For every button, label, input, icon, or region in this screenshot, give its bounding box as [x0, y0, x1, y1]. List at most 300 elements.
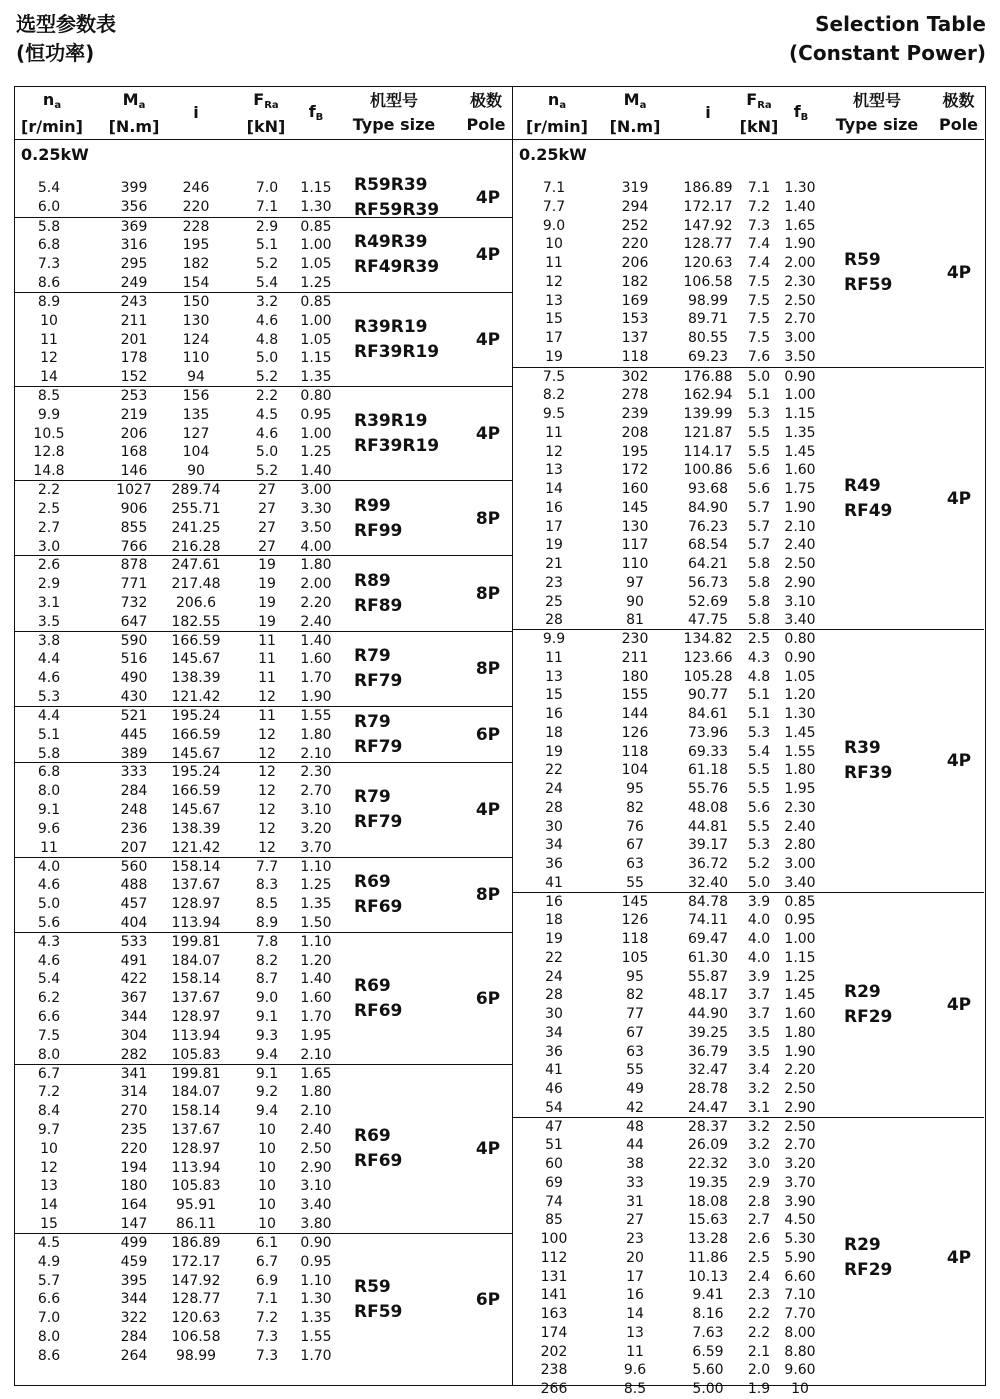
table-row: [513, 1043, 984, 1062]
type-size-line: RF89: [354, 596, 403, 617]
cell-fra: 7.3: [747, 217, 771, 234]
cell-ma: 295: [120, 256, 148, 273]
cell-i: 138.39: [171, 820, 221, 837]
type-size-line: R49: [844, 475, 881, 496]
cell-ma: 249: [120, 275, 148, 292]
cell-i: 137.67: [171, 877, 221, 894]
cell-na: 19: [545, 743, 563, 760]
cell-fb: 7.70: [784, 1306, 816, 1322]
cell-fb: 1.00: [300, 237, 332, 254]
type-size-line: R59R39: [354, 174, 428, 195]
cell-i: 128.77: [683, 236, 733, 253]
table-group: [15, 762, 512, 857]
cell-fra: 7.5: [747, 330, 771, 346]
cell-fb: 10: [791, 1381, 809, 1397]
table-row: [15, 1121, 512, 1140]
table-row: [513, 292, 984, 311]
table-group: [513, 179, 984, 367]
cell-fb: 1.05: [300, 256, 332, 273]
cell-ma: 13: [626, 1324, 644, 1341]
cell-ma: 76: [626, 818, 644, 835]
cell-i: 80.55: [687, 330, 729, 346]
cell-fb: 1.30: [784, 180, 816, 196]
cell-i: 55.76: [687, 781, 729, 797]
cell-na: 9.1: [37, 802, 61, 819]
cell-fra: 8.2: [255, 952, 279, 969]
cell-na: 7.0: [37, 1310, 61, 1327]
en-subtitle: (Constant Power): [789, 41, 986, 65]
cell-ma: 144: [621, 706, 649, 722]
cell-fb: 1.60: [784, 462, 816, 479]
cell-fra: 5.0: [255, 444, 279, 461]
col-fra-unit: [kN]: [739, 116, 779, 136]
cell-ma: 137: [621, 330, 649, 346]
cell-na: 131: [540, 1268, 568, 1285]
cell-na: 7.5: [37, 1027, 61, 1044]
cell-fra: 4.6: [255, 312, 279, 329]
cell-na: 5.4: [37, 971, 61, 988]
cell-fb: 2.90: [784, 574, 816, 591]
cell-i: 15.63: [687, 1212, 729, 1229]
cell-na: 4.6: [37, 877, 61, 894]
pole-value: 4P: [475, 800, 501, 821]
cell-i: 158.14: [171, 858, 221, 875]
col-na-unit: [r/min]: [526, 116, 588, 136]
cell-fb: 2.70: [784, 1137, 816, 1154]
col-i-label: i: [193, 103, 199, 122]
cell-fra: 5.5: [747, 443, 771, 460]
cell-na: 4.3: [37, 933, 61, 950]
pole-value: 6P: [475, 1289, 501, 1310]
cell-fb: 1.95: [300, 1027, 332, 1044]
table-row: [15, 462, 512, 481]
table-row: [513, 1005, 984, 1024]
cell-fra: 2.3: [747, 1287, 771, 1304]
table-row: [15, 293, 512, 312]
cell-fra: 2.9: [255, 218, 279, 235]
table-row: [513, 911, 984, 930]
cell-ma: 344: [120, 1291, 148, 1308]
pole-value: 4P: [475, 424, 501, 445]
table-row: [513, 743, 984, 762]
cell-na: 36: [545, 1043, 563, 1060]
table-group: [15, 480, 512, 556]
col-type-header: [829, 87, 925, 139]
cell-fra: 5.7: [747, 537, 771, 554]
cell-i: 195.24: [171, 764, 221, 781]
cell-fra: 10: [258, 1121, 276, 1138]
cell-na: 12.8: [33, 444, 65, 461]
cell-fra: 8.5: [255, 896, 279, 913]
cell-fra: 3.5: [747, 1043, 771, 1060]
cell-fra: 9.4: [255, 1103, 279, 1120]
cell-fb: 1.30: [784, 706, 816, 722]
type-size-line: R29: [844, 982, 881, 1002]
cell-na: 16: [545, 893, 563, 910]
cell-na: 14: [545, 481, 563, 497]
cell-fb: 1.65: [300, 1065, 332, 1082]
cell-fb: 0.85: [300, 293, 332, 310]
cell-ma: 302: [621, 368, 649, 385]
cell-ma: 195: [621, 443, 649, 460]
col-fra-symbol-letter: F: [746, 89, 758, 109]
cell-na: 2.5: [37, 500, 61, 517]
cell-na: 16: [545, 499, 563, 516]
cell-na: 112: [540, 1249, 568, 1266]
col-fb-header: [293, 87, 339, 139]
cell-na: 28: [545, 799, 563, 816]
type-size-line: R89: [354, 571, 391, 592]
type-size: [354, 1124, 402, 1174]
cell-fb: 3.70: [300, 839, 332, 856]
cell-fra: 7.5: [747, 311, 771, 328]
cell-fb: 1.35: [784, 424, 816, 441]
table-row: [513, 1099, 984, 1118]
table-row: [513, 424, 984, 443]
cell-fra: 11: [258, 670, 276, 687]
cell-ma: 284: [120, 783, 148, 800]
cell-na: 30: [545, 1006, 563, 1022]
cell-i: 47.75: [687, 612, 729, 629]
cell-fb: 4.50: [784, 1212, 816, 1229]
table-row: [15, 500, 512, 519]
cell-fra: 10: [258, 1178, 276, 1195]
cell-fb: 1.65: [784, 217, 816, 234]
cell-i: 105.28: [683, 668, 733, 685]
table-row: [15, 782, 512, 801]
cell-ma: 235: [120, 1121, 148, 1138]
cell-fra: 5.0: [255, 350, 279, 367]
header-en: [789, 10, 986, 68]
cell-fra: 4.3: [747, 649, 771, 666]
table-row: [513, 273, 984, 292]
cell-fra: 2.1: [747, 1343, 771, 1360]
cell-na: 7.3: [37, 256, 61, 273]
cell-ma: 130: [621, 518, 649, 535]
cell-ma: 219: [120, 406, 148, 423]
cell-i: 73.96: [687, 724, 729, 741]
table-row: [15, 669, 512, 688]
cell-fb: 2.30: [784, 273, 816, 290]
cell-i: 195.24: [171, 707, 221, 724]
table-row: [15, 613, 512, 632]
table-row: [513, 198, 984, 217]
type-size-line: RF79: [354, 671, 403, 692]
table-row: [15, 688, 512, 707]
cell-ma: 230: [621, 631, 649, 647]
table-row: [15, 970, 512, 989]
col-type-label: Type size: [835, 115, 919, 134]
cell-fra: 19: [258, 613, 276, 630]
table-row: [15, 876, 512, 895]
cell-i: 172.17: [171, 1253, 221, 1270]
cell-na: 8.6: [37, 1347, 61, 1364]
cell-na: 11: [40, 839, 58, 856]
cell-fb: 2.40: [300, 613, 332, 630]
cell-na: 5.6: [37, 914, 61, 931]
col-pole-label: Pole: [938, 115, 979, 134]
cell-ma: 104: [621, 762, 649, 779]
cell-fra: 7.3: [255, 1347, 279, 1364]
cell-na: 28: [545, 987, 563, 1004]
cell-fb: 1.25: [300, 877, 332, 894]
cell-fb: 1.90: [784, 1043, 816, 1060]
cell-fb: 1.70: [300, 1347, 332, 1364]
cell-fra: 5.2: [255, 369, 279, 386]
cell-ma: 8.5: [623, 1381, 647, 1397]
table-group: [513, 367, 984, 631]
col-fra-symbol: [253, 88, 278, 115]
cell-i: 128.97: [171, 1009, 221, 1026]
cell-ma: 153: [621, 311, 649, 328]
cell-i: 206.6: [175, 595, 217, 612]
cell-fra: 4.8: [255, 331, 279, 348]
cell-fb: 1.40: [300, 463, 332, 480]
cell-fra: 5.8: [747, 612, 771, 629]
cell-na: 5.3: [37, 689, 61, 706]
cell-fb: 3.00: [784, 330, 816, 346]
cell-ma: 55: [626, 1062, 644, 1079]
cell-fb: 2.50: [784, 1118, 816, 1135]
cell-i: 19.35: [687, 1174, 729, 1191]
type-size-line: RF69: [354, 1000, 403, 1021]
cell-fra: 5.6: [747, 799, 771, 816]
cell-i: 39.17: [687, 837, 729, 854]
type-size: [844, 474, 892, 524]
cell-i: 217.48: [171, 576, 221, 593]
cell-fra: 2.5: [747, 1249, 771, 1266]
table-row: [513, 1174, 984, 1193]
cell-fb: 2.80: [784, 837, 816, 854]
cell-fb: 1.20: [300, 952, 332, 969]
cell-fra: 5.2: [255, 256, 279, 273]
cell-ma: 243: [120, 293, 148, 310]
cell-i: 52.69: [687, 593, 729, 610]
cell-na: 6.8: [37, 237, 61, 254]
table-row: [513, 348, 984, 367]
table-row: [513, 254, 984, 273]
cell-fra: 5.3: [747, 837, 771, 854]
cell-fb: 1.80: [784, 762, 816, 779]
cell-fra: 2.2: [747, 1324, 771, 1341]
cell-fb: 0.95: [784, 912, 816, 929]
cell-fb: 1.10: [300, 858, 332, 875]
cell-fb: 3.00: [300, 482, 332, 499]
cell-fra: 4.0: [747, 949, 771, 966]
table-row: [15, 387, 512, 406]
cell-i: 246: [182, 180, 210, 196]
col-fra-symbol-letter: F: [253, 89, 265, 109]
cell-fra: 8.3: [255, 877, 279, 894]
cell-fra: 5.5: [747, 781, 771, 797]
cell-ma: 117: [621, 537, 649, 554]
cell-fra: 7.2: [255, 1310, 279, 1327]
cell-ma: 23: [626, 1231, 644, 1247]
cell-fb: 0.80: [784, 631, 816, 647]
cell-na: 41: [545, 874, 563, 891]
cell-fb: 4.00: [300, 538, 332, 555]
cell-ma: 97: [626, 574, 644, 591]
table-row: [15, 368, 512, 387]
cell-fb: 1.55: [784, 743, 816, 760]
col-pole-label: 极数: [942, 91, 975, 110]
cell-fb: 6.60: [784, 1268, 816, 1285]
col-na-header: [19, 87, 85, 139]
col-type-label: Type size: [352, 115, 436, 134]
cell-i: 8.16: [692, 1306, 724, 1322]
cell-fra: 7.5: [747, 273, 771, 290]
type-size-line: RF59R39: [354, 199, 440, 220]
cell-na: 36: [545, 856, 563, 872]
cell-na: 30: [545, 818, 563, 835]
cell-fb: 2.20: [300, 595, 332, 612]
cell-fra: 3.2: [747, 1081, 771, 1097]
cell-i: 166.59: [171, 632, 221, 649]
col-ma-symbol-letter: M: [623, 89, 640, 109]
cell-i: 36.79: [687, 1043, 729, 1060]
type-size-line: R69: [354, 975, 391, 996]
cell-i: 120.63: [683, 255, 733, 271]
pole-value: 4P: [475, 245, 501, 266]
cell-i: 90.77: [687, 687, 729, 704]
cell-ma: 220: [621, 236, 649, 253]
cell-fra: 10: [258, 1140, 276, 1157]
cell-ma: 491: [120, 952, 148, 969]
cell-fra: 5.8: [747, 593, 771, 610]
cell-na: 13: [40, 1178, 58, 1195]
cell-fra: 9.0: [255, 990, 279, 1007]
cell-fra: 5.6: [747, 462, 771, 479]
table-row: [513, 1155, 984, 1174]
cell-i: 18.08: [687, 1193, 729, 1210]
cell-na: 9.9: [37, 406, 61, 423]
table-row: [513, 686, 984, 705]
cell-fb: 2.40: [784, 537, 816, 554]
cell-na: 4.4: [37, 651, 61, 668]
cell-ma: 17: [626, 1268, 644, 1285]
cell-ma: 160: [621, 481, 649, 497]
cell-fra: 2.4: [747, 1268, 771, 1285]
cell-ma: 11: [626, 1343, 644, 1360]
cell-fb: 1.15: [784, 406, 816, 422]
cell-ma: 169: [621, 292, 649, 309]
cell-fra: 9.4: [255, 1046, 279, 1063]
cell-ma: 9.6: [623, 1362, 647, 1379]
cell-fra: 7.8: [255, 933, 279, 950]
pole-value: 4P: [946, 488, 972, 509]
cell-i: 98.99: [687, 292, 729, 309]
cell-fb: 8.80: [784, 1343, 816, 1360]
cell-i: 9.41: [692, 1287, 724, 1304]
cell-fb: 1.70: [300, 1009, 332, 1026]
col-ma-symbol: [624, 88, 647, 115]
cell-fb: 0.80: [300, 388, 332, 405]
table-row: [15, 1347, 512, 1366]
table-row: [513, 968, 984, 987]
cell-ma: 239: [621, 406, 649, 422]
type-size-line: RF99: [354, 520, 403, 541]
table-row: [15, 650, 512, 669]
cell-ma: 77: [626, 1006, 644, 1022]
cell-fra: 7.5: [747, 292, 771, 309]
cell-i: 255.71: [171, 500, 221, 517]
cell-i: 166.59: [171, 783, 221, 800]
cell-fra: 10: [258, 1159, 276, 1176]
cell-ma: 404: [120, 914, 148, 931]
cell-fra: 6.1: [255, 1234, 279, 1251]
cell-i: 184.07: [171, 1084, 221, 1101]
cell-fb: 0.90: [300, 1234, 332, 1251]
cell-ma: 590: [120, 632, 148, 649]
cell-fb: 1.40: [300, 632, 332, 649]
cell-fb: 2.20: [784, 1062, 816, 1079]
cell-fb: 3.20: [784, 1156, 816, 1172]
cell-fra: 3.2: [747, 1118, 771, 1135]
cell-ma: 304: [120, 1027, 148, 1044]
table-group: [15, 631, 512, 707]
cell-fra: 2.6: [747, 1231, 771, 1247]
cell-i: 158.14: [171, 1103, 221, 1120]
pole-value: 8P: [475, 659, 501, 680]
cell-na: 12: [545, 443, 563, 460]
cell-i: 138.39: [171, 670, 221, 687]
cell-na: 28: [545, 612, 563, 629]
cell-ma: 55: [626, 874, 644, 891]
cell-fb: 1.35: [300, 1310, 332, 1327]
cell-fra: 7.0: [255, 180, 279, 196]
pole-value: 4P: [475, 1139, 501, 1160]
cell-na: 12: [40, 1159, 58, 1176]
cell-i: 26.09: [687, 1137, 729, 1154]
cell-na: 4.6: [37, 952, 61, 969]
cell-na: 238: [540, 1362, 568, 1379]
cell-fb: 5.90: [784, 1249, 816, 1266]
cell-ma: 316: [120, 237, 148, 254]
cell-i: 10.13: [687, 1268, 729, 1285]
type-size: [354, 173, 439, 223]
col-i-header: [165, 87, 227, 139]
cell-ma: 194: [120, 1159, 148, 1176]
cell-na: 6.8: [37, 764, 61, 781]
cell-fra: 9.3: [255, 1027, 279, 1044]
cell-i: 195: [182, 237, 210, 254]
cell-ma: 63: [626, 856, 644, 872]
cell-na: 24: [545, 968, 563, 985]
cell-na: 5.1: [37, 726, 61, 743]
type-size-line: RF49: [844, 500, 893, 521]
cell-na: 23: [545, 574, 563, 591]
cell-na: 7.7: [542, 198, 566, 215]
cell-na: 34: [545, 837, 563, 854]
table-row: [15, 989, 512, 1008]
cell-ma: 16: [626, 1287, 644, 1304]
cell-fb: 1.40: [300, 971, 332, 988]
cell-i: 98.99: [175, 1347, 217, 1364]
cell-na: 4.0: [37, 858, 61, 875]
cell-fb: 1.75: [784, 481, 816, 497]
cell-i: 184.07: [171, 952, 221, 969]
table-row: [513, 480, 984, 499]
cell-na: 8.4: [37, 1103, 61, 1120]
type-size-line: R39R19: [354, 411, 428, 432]
cell-ma: 155: [621, 687, 649, 704]
table-group: [15, 857, 512, 933]
cell-fb: 2.50: [784, 1081, 816, 1097]
cell-na: 6.0: [37, 198, 61, 215]
cell-fra: 12: [258, 764, 276, 781]
cell-fb: 2.50: [300, 1140, 332, 1157]
cell-na: 8.9: [37, 293, 61, 310]
